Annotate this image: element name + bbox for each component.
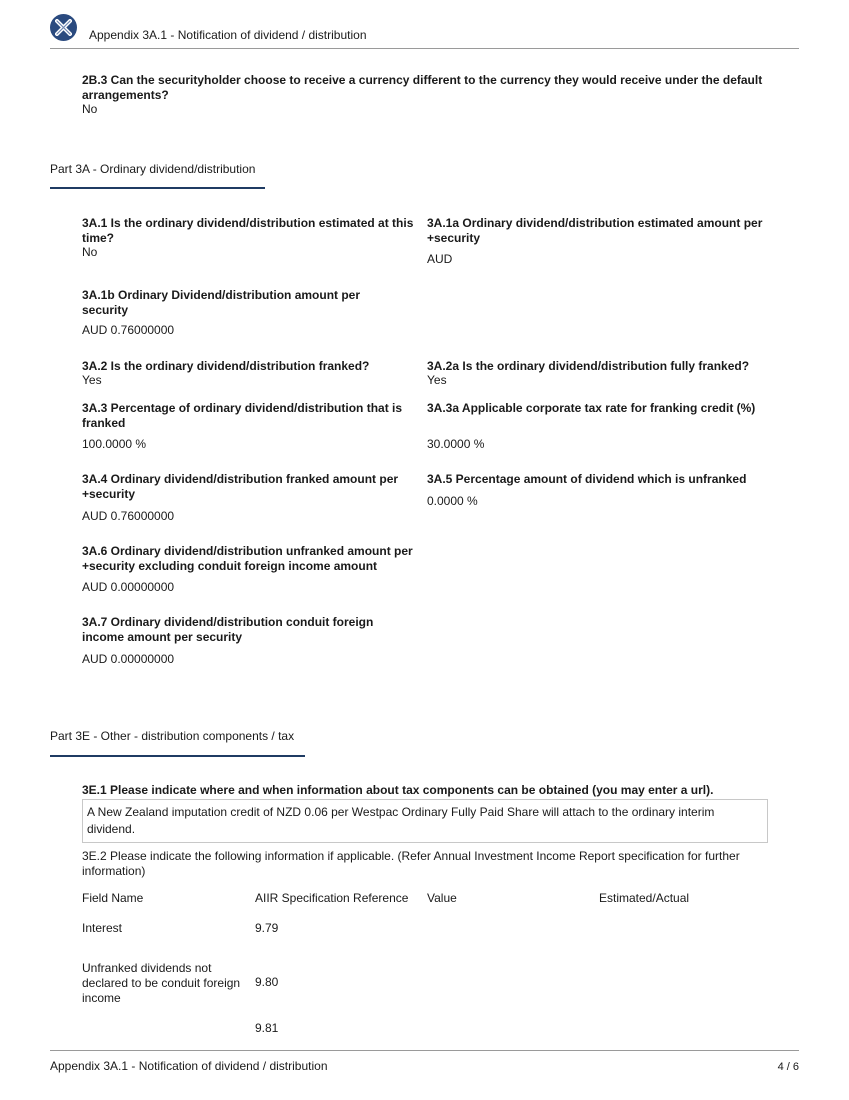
answer-2b3: No — [82, 102, 98, 116]
row-ref-unfranked: 9.80 — [255, 975, 279, 989]
answer-3a7: AUD 0.00000000 — [82, 652, 175, 666]
footer-title: Appendix 3A.1 - Notification of dividend / distribution — [50, 1059, 328, 1073]
row-field-interest: Interest — [82, 921, 123, 935]
question-3a2: 3A.2 Is the ordinary dividend/distribution franked? — [82, 359, 370, 373]
answer-3a2a: Yes — [427, 373, 447, 387]
question-2b3: 2B.3 Can the securityholder choose to receive a currency different to the currency they would receive under the default arrangements? — [82, 73, 763, 102]
question-3a4: 3A.4 Ordinary dividend/distribution franked amount per +security — [82, 472, 399, 501]
question-3a6: 3A.6 Ordinary dividend/distribution unfranked amount per +security excluding conduit foreign income amount — [82, 544, 413, 573]
answer-3a2: Yes — [82, 373, 102, 387]
question-3a1: 3A.1 Is the ordinary dividend/distribution estimated at this time? — [82, 216, 414, 245]
answer-3a1b: AUD 0.76000000 — [82, 323, 175, 337]
header-divider — [50, 48, 799, 49]
question-3e1: 3E.1 Please indicate where and when information about tax components can be obtained (you may enter a url). — [82, 783, 714, 797]
col-aiir-reference: AIIR Specification Reference — [255, 891, 409, 905]
asx-logo — [50, 14, 77, 41]
question-3a3a: 3A.3a Applicable corporate tax rate for franking credit (%) — [427, 401, 756, 415]
answer-3a6: AUD 0.00000000 — [82, 580, 175, 594]
part-3a-title: Part 3A - Ordinary dividend/distribution — [50, 162, 256, 176]
question-3a7: 3A.7 Ordinary dividend/distribution conduit foreign income amount per security — [82, 615, 374, 644]
part-3a-underline — [50, 187, 265, 189]
x-logo-icon — [55, 19, 72, 36]
question-3a5: 3A.5 Percentage amount of dividend which is unfranked — [427, 472, 747, 486]
question-3e2: 3E.2 Please indicate the following information if applicable. (Refer Annual Investment Income Report specification for further information) — [82, 849, 740, 878]
question-3a2a: 3A.2a Is the ordinary dividend/distribution fully franked? — [427, 359, 750, 373]
answer-3a3: 100.0000 % — [82, 437, 147, 451]
col-value: Value — [427, 891, 457, 905]
question-3a3: 3A.3 Percentage of ordinary dividend/distribution that is franked — [82, 401, 403, 430]
answer-3a5: 0.0000 % — [427, 494, 478, 508]
answer-3a3a: 30.0000 % — [427, 437, 485, 451]
row-ref-interest: 9.79 — [255, 921, 279, 935]
footer-divider — [50, 1050, 799, 1051]
question-3a1a: 3A.1a Ordinary dividend/distribution estimated amount per +security — [427, 216, 763, 245]
answer-3e1-box: A New Zealand imputation credit of NZD 0.06 per Westpac Ordinary Fully Paid Share will attach to the ordinary interim dividend. — [82, 799, 768, 843]
col-estimated-actual: Estimated/Actual — [599, 891, 690, 905]
row-ref-981: 9.81 — [255, 1021, 279, 1035]
part-3e-title: Part 3E - Other - distribution components / tax — [50, 729, 295, 743]
part-3e-underline — [50, 755, 305, 757]
answer-3a1: No — [82, 245, 98, 259]
row-field-unfranked: Unfranked dividends not declared to be conduit foreign income — [82, 961, 241, 1005]
col-field-name: Field Name — [82, 891, 144, 905]
page-number: 4 / 6 — [777, 1061, 799, 1073]
header-title: Appendix 3A.1 - Notification of dividend / distribution — [89, 28, 367, 42]
answer-3a1a: AUD — [427, 252, 453, 266]
answer-3a4: AUD 0.76000000 — [82, 509, 175, 523]
question-3a1b: 3A.1b Ordinary Dividend/distribution amount per security — [82, 288, 361, 317]
